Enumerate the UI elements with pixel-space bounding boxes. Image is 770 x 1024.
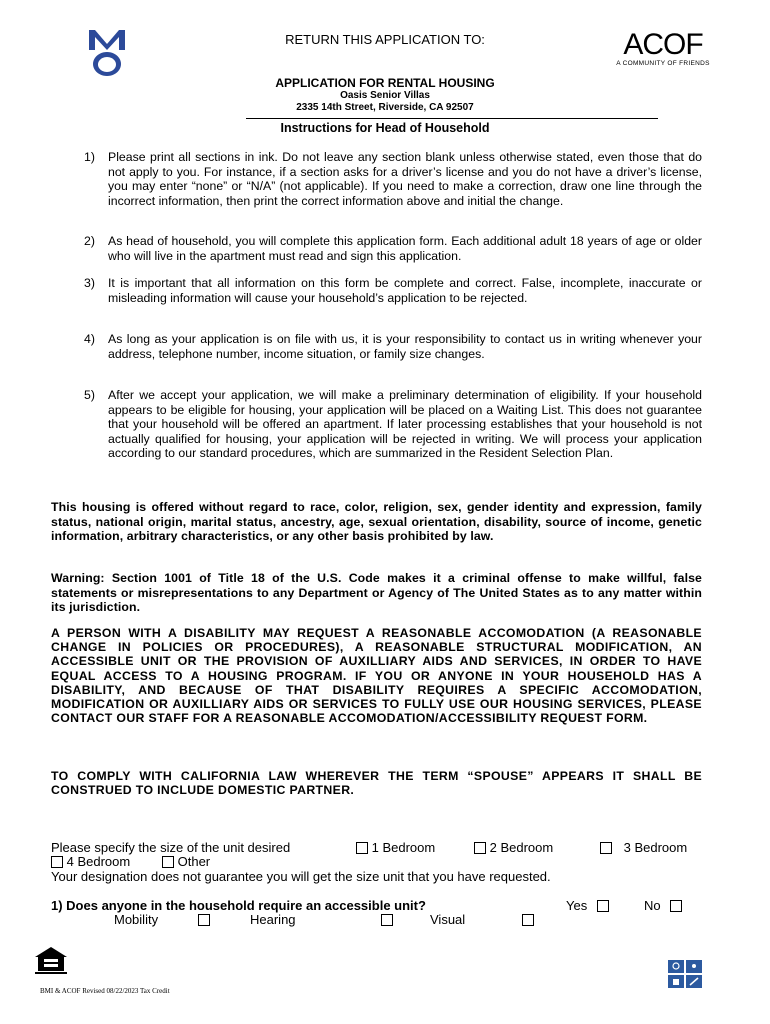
question-accessible-unit: 1) Does anyone in the household require an accessible unit? xyxy=(51,898,426,913)
unit-option-label: 2 Bedroom xyxy=(489,840,554,855)
unit-option-4-bedroom[interactable] xyxy=(51,854,130,869)
checkbox-blank[interactable] xyxy=(522,914,534,926)
form-title: APPLICATION FOR RENTAL HOUSING xyxy=(275,76,495,90)
unit-option-label: Other xyxy=(177,854,211,869)
property-name: Oasis Senior Villas xyxy=(340,90,430,101)
checkbox-other[interactable] xyxy=(162,856,174,868)
instruction-text: It is important that all information on this form be complete and correct. False, incomplete, inaccurate or misleading information will cause your household’s application to be rejected. xyxy=(108,276,702,305)
instructions-heading: Instructions for Head of Household xyxy=(280,121,490,135)
unit-option-label: 4 Bedroom xyxy=(66,854,131,869)
instruction-text: After we accept your application, we will make a preliminary determination of eligibility. If your household appears to be eligible for housing, your application will be placed on a Waiting List. This does not guarantee that your household will be offered an apartment. If later processing establishes that your household is not actually qualified for housing, your application will be rejected in writing. We will process your application according to our standard procedures, which are summarized in the Resident Selection Plan. xyxy=(108,388,702,461)
checkbox-2-bedroom[interactable] xyxy=(474,842,486,854)
checkbox-hearing[interactable] xyxy=(381,914,393,926)
unit-option-label: 3 Bedroom xyxy=(623,840,688,855)
instruction-text: As long as your application is on file with us, it is your responsibility to contact us in writing whenever your address, telephone number, income situation, or family size changes. xyxy=(108,332,702,361)
instruction-number: 5) xyxy=(84,388,95,402)
instruction-number: 2) xyxy=(84,234,95,248)
acof-logo-text: ACOF xyxy=(623,28,703,61)
unit-option-2-bedroom[interactable] xyxy=(474,840,553,855)
need-hearing[interactable] xyxy=(250,912,393,927)
checkbox-accessible-extra[interactable] xyxy=(522,912,534,927)
equal-housing-icon xyxy=(33,945,69,975)
accessibility-icon xyxy=(668,960,702,988)
instruction-text: Please print all sections in ink. Do not leave any section blank unless otherwise stated, even those that do not apply to you. For instance, if a section asks for a driver’s license and you do not have a driver’s license, you may enter “none” or “N/A” (not applicable). If you need to make a correction, draw one line through the incorrect information, then print the correct information above and initial the change. xyxy=(108,150,702,208)
instruction-item xyxy=(84,234,702,263)
checkbox-yes[interactable] xyxy=(597,900,609,912)
fair-housing-notice: This housing is offered without regard to race, color, religion, sex, gender identity and expression, family status, national origin, marital status, ancestry, age, sexual orientation, disability, source of income, genetic information, arbitrary characteristics, or any other basis prohibited by law. xyxy=(51,500,702,544)
checkbox-4-bedroom[interactable] xyxy=(51,856,63,868)
instruction-number: 1) xyxy=(84,150,95,164)
checkbox-no[interactable] xyxy=(670,900,682,912)
disability-notice: A PERSON WITH A DISABILITY MAY REQUEST A REASONABLE ACCOMODATION (A REASONABLE CHANGE IN POLICIES OR PROCEDURES), A REASONABLE STRUCTURAL MODIFICATION, AN ACCESSIBLE UNIT OR THE PROVISION OF AUXILLIARY AIDS AND SERVICES, IN ORDER TO HAVE EQUAL ACCESS TO A HOUSING PROGRAM. IF YOU OR ANYONE IN YOUR HOUSEHOLD HAS A DISABILITY, AND BECAUSE OF THAT DISABILITY REQUIRES A SPECIFIC ACCOMODATION, MODIFICATION OR AUXILLIARY AIDS OR SERVICES TO FULLY USE OUR HOUSING SERVICES, PLEASE CONTACT OUR STAFF FOR A REASONABLE ACCOMODATION/ACCESSIBILITY REQUEST FORM. xyxy=(51,626,702,726)
instruction-item xyxy=(84,332,702,361)
acof-tagline: A COMMUNITY OF FRIENDS xyxy=(616,60,710,67)
answer-yes[interactable] xyxy=(566,898,609,913)
need-mobility[interactable] xyxy=(114,912,210,927)
property-address: 2335 14th Street, Riverside, CA 92507 xyxy=(296,102,474,113)
instruction-number: 3) xyxy=(84,276,95,290)
unit-option-label: 1 Bedroom xyxy=(371,840,436,855)
instruction-item xyxy=(84,388,702,461)
revision-footer: BMI & ACOF Revised 08/22/2023 Tax Credit xyxy=(40,987,170,995)
return-to-label: RETURN THIS APPLICATION TO: xyxy=(285,32,485,47)
checkbox-mobility[interactable] xyxy=(198,914,210,926)
unit-size-disclaimer: Your designation does not guarantee you will get the size unit that you have requested. xyxy=(51,869,551,884)
instruction-text: As head of household, you will complete this application form. Each additional adult 18 years of age or older who will live in the apartment must read and sign this application. xyxy=(108,234,702,263)
answer-yes-label: Yes xyxy=(566,898,588,913)
need-visual[interactable] xyxy=(430,912,465,927)
unit-option-1-bedroom[interactable] xyxy=(356,840,435,855)
spouse-notice: TO COMPLY WITH CALIFORNIA LAW WHEREVER THE TERM “SPOUSE” APPEARS IT SHALL BE CONSTRUED TO INCLUDE DOMESTIC PARTNER. xyxy=(51,769,702,798)
answer-no-label: No xyxy=(644,898,661,913)
unit-size-prompt: Please specify the size of the unit desired xyxy=(51,840,291,855)
hearing-label: Hearing xyxy=(250,912,296,927)
instruction-number: 4) xyxy=(84,332,95,346)
checkbox-3-bedroom[interactable] xyxy=(600,842,612,854)
header-divider xyxy=(246,118,658,119)
mobility-label: Mobility xyxy=(114,912,159,927)
unit-option-3-bedroom[interactable] xyxy=(600,840,687,855)
instruction-item xyxy=(84,150,702,208)
unit-option-other[interactable] xyxy=(162,854,210,869)
visual-label: Visual xyxy=(430,912,466,927)
answer-no[interactable] xyxy=(644,898,682,913)
federal-warning-notice: Warning: Section 1001 of Title 18 of the U.S. Code makes it a criminal offense to make willful, false statements or misrepresentations to any Department or Agency of The United States as to any matter within its jurisdiction. xyxy=(51,571,702,615)
checkbox-1-bedroom[interactable] xyxy=(356,842,368,854)
instruction-item xyxy=(84,276,702,305)
